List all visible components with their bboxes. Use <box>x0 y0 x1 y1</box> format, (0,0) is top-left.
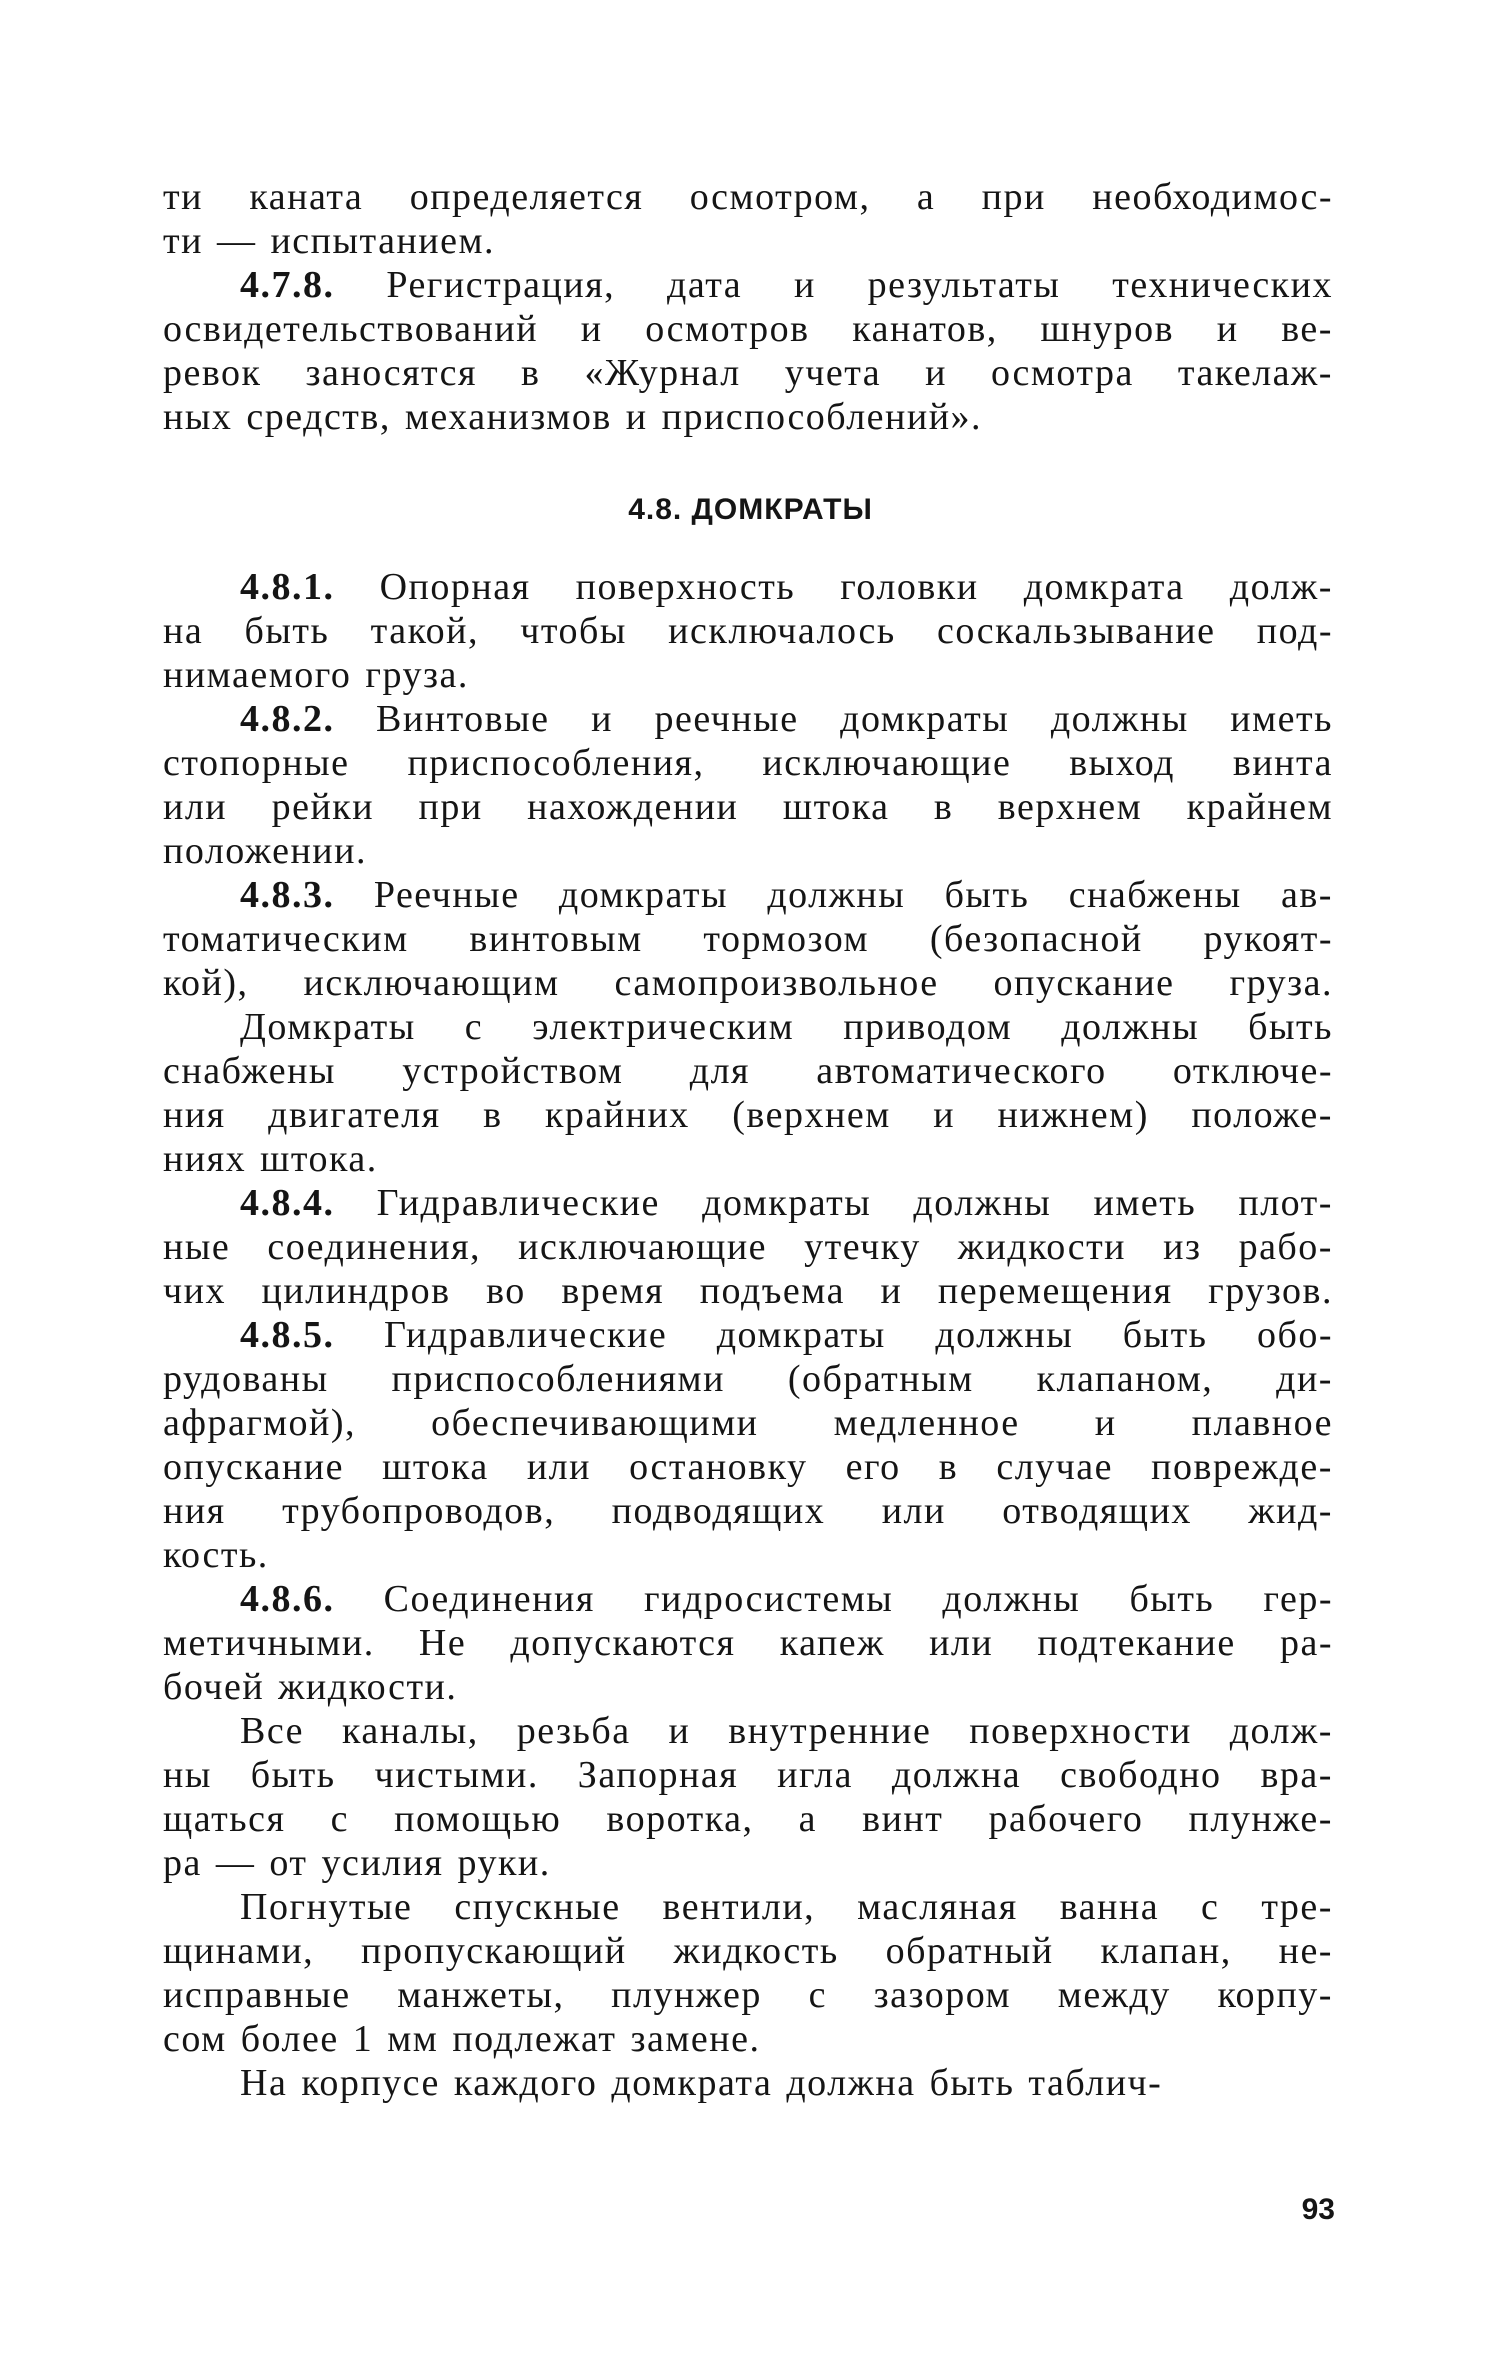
text-line: Все каналы, резьба и внутренние поверхности долж- <box>240 1710 1333 1752</box>
text-line: ти каната определяется осмотром, а при необходимос- <box>163 176 1333 218</box>
text-line: ниях штока. <box>163 1138 378 1180</box>
text-line: 4.8.4. Гидравлические домкраты должны иметь плот- <box>240 1182 1333 1224</box>
text-line: освидетельствований и осмотров канатов, шнуров и ве- <box>163 308 1333 350</box>
text-line: 4.8.5. Гидравлические домкраты должны быть обо- <box>240 1314 1333 1356</box>
text-line: нимаемого груза. <box>163 654 469 696</box>
section-heading: 4.8. ДОМКРАТЫ <box>628 493 873 526</box>
text-line: 4.8.2. Винтовые и реечные домкраты должны иметь <box>240 698 1333 740</box>
text-line: ревок заносятся в «Журнал учета и осмотра такелаж- <box>163 352 1333 394</box>
text-line: 4.8.6. Соединения гидросистемы должны быть гер- <box>240 1578 1333 1620</box>
text-line: сом более 1 мм подлежат замене. <box>163 2018 761 2060</box>
text-line: На корпусе каждого домкрата должна быть таблич- <box>240 2062 1163 2104</box>
text-line: ны быть чистыми. Запорная игла должна свободно вра- <box>163 1754 1333 1796</box>
text-line: ния двигателя в крайних (верхнем и нижнем) положе- <box>163 1094 1333 1136</box>
page-number: 93 <box>1301 2193 1335 2226</box>
text-line: 4.8.3. Реечные домкраты должны быть снабжены ав- <box>240 874 1333 916</box>
text-line: щаться с помощью воротка, а винт рабочего плунже- <box>163 1798 1333 1840</box>
text-line: ные соединения, исключающие утечку жидкости из рабо- <box>163 1226 1333 1268</box>
text-line: исправные манжеты, плунжер с зазором между корпу- <box>163 1974 1333 2016</box>
text-line: бочей жидкости. <box>163 1666 458 1708</box>
text-line: ния трубопроводов, подводящих или отводящих жид- <box>163 1490 1333 1532</box>
text-line: опускание штока или остановку его в случае поврежде- <box>163 1446 1333 1488</box>
text-line: Погнутые спускные вентили, масляная ванна с тре- <box>240 1886 1333 1928</box>
text-line: щинами, пропускающий жидкость обратный клапан, не- <box>163 1930 1333 1972</box>
text-line: или рейки при нахождении штока в верхнем крайнем <box>163 786 1333 828</box>
text-line: снабжены устройством для автоматического отключе- <box>163 1050 1333 1092</box>
text-line: ных средств, механизмов и приспособлений». <box>163 396 983 438</box>
text-line: кой), исключающим самопроизвольное опускание груза. <box>163 962 1333 1004</box>
text-line: метичными. Не допускаются капеж или подтекание ра- <box>163 1622 1333 1664</box>
text-line: кость. <box>163 1534 269 1576</box>
text-line: 4.8.1. Опорная поверхность головки домкрата долж- <box>240 566 1333 608</box>
text-line: 4.7.8. Регистрация, дата и результаты технических <box>240 264 1333 306</box>
text-line: афрагмой), обеспечивающими медленное и плавное <box>163 1402 1333 1444</box>
text-line: ра — от усилия руки. <box>163 1842 551 1884</box>
text-line: рудованы приспособлениями (обратным клапаном, ди- <box>163 1358 1333 1400</box>
text-line: ти — испытанием. <box>163 220 496 262</box>
text-line: положении. <box>163 830 367 872</box>
text-line: Домкраты с электрическим приводом должны быть <box>240 1006 1333 1048</box>
text-line: чих цилиндров во время подъема и перемещения грузов. <box>163 1270 1333 1312</box>
text-line: стопорные приспособления, исключающие выход винта <box>163 742 1333 784</box>
text-line: на быть такой, чтобы исключалось соскальзывание под- <box>163 610 1333 652</box>
text-line: томатическим винтовым тормозом (безопасной рукоят- <box>163 918 1333 960</box>
